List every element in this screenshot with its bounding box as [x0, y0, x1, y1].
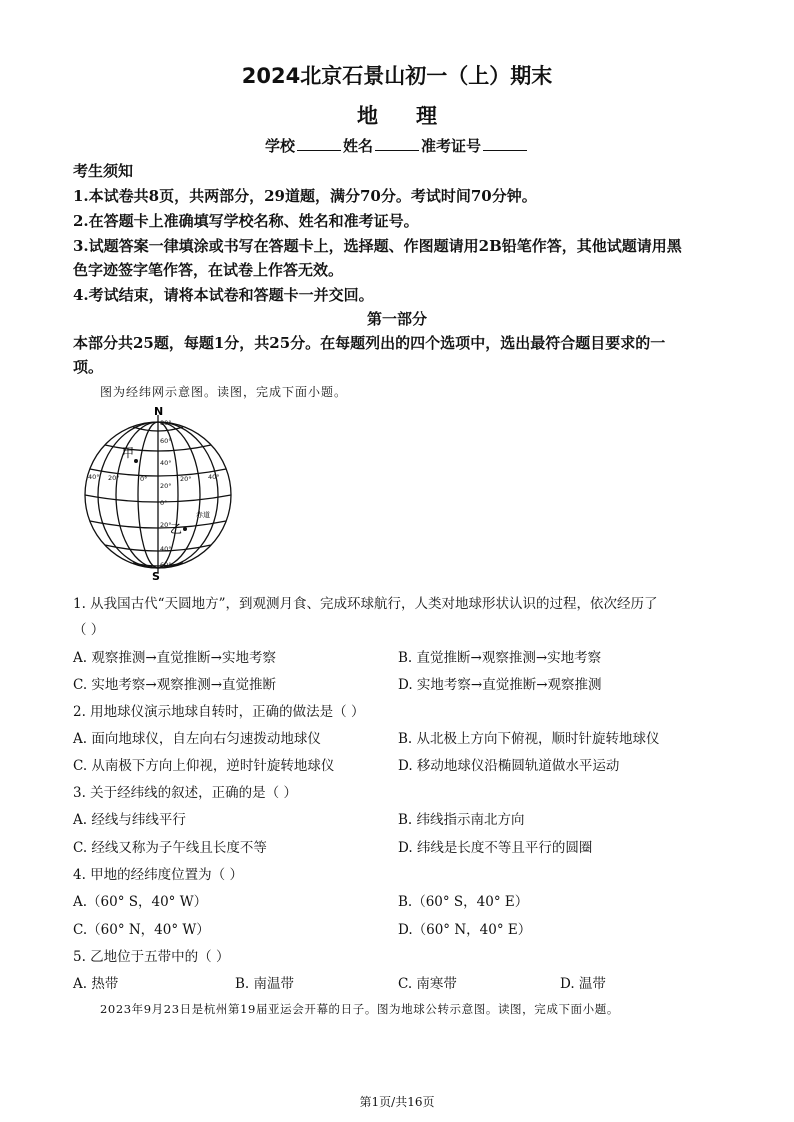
q1-option-c[interactable]: C. 实地考察→观察推测→直觉推断 [73, 677, 277, 693]
name-label: 姓名 [342, 137, 373, 155]
q3-option-a[interactable]: A. 经线与纬线平行 [73, 812, 186, 828]
q3-option-d[interactable]: D. 纬线是长度不等且平行的圆圈 [398, 840, 593, 856]
lon-label: 20° [180, 475, 192, 483]
lon-label: 0° [140, 475, 148, 483]
q2-option-c[interactable]: C. 从南极下方向上仰视，逆时针旋转地球仪 [73, 758, 335, 774]
notice-item: 2.在答题卡上准确填写学校名称、姓名和准考证号。 [73, 212, 419, 230]
lat-label: 60° [160, 437, 172, 445]
question-1-stem: 1. 从我国古代“天圆地方”，到观测月食、完成环球航行，人类对地球形状认识的过程，依次经历了 [73, 596, 658, 612]
lat-label: 40° [160, 545, 172, 553]
q1-option-d[interactable]: D. 实地考察→直觉推断→观察推测 [398, 677, 602, 693]
notice-item: 4.考试结束，请将本试卷和答题卡一并交回。 [73, 286, 374, 304]
q1-option-b[interactable]: B. 直觉推断→观察推测→实地考察 [398, 650, 602, 666]
part1-title: 第一部分 [366, 310, 427, 328]
q5-option-c[interactable]: C. 南寒带 [398, 976, 457, 992]
question-1-stem-cont: （ ） [73, 622, 105, 638]
part1-intro: 本部分共25题，每题1分，共25分。在每题列出的四个选项中，选出最符合题目要求的一 [73, 334, 666, 352]
lat-label: 0° [160, 499, 168, 507]
student-info-fields [0, 135, 794, 156]
question-2-stem: 2. 用地球仪演示地球自转时，正确的做法是（ ） [73, 704, 365, 720]
exam-id-blank[interactable] [483, 136, 527, 151]
q1-option-a[interactable]: A. 观察推测→直觉推断→实地考察 [73, 650, 276, 666]
question-3-stem: 3. 关于经纬线的叙述，正确的是（ ） [73, 785, 297, 801]
q2-option-b[interactable]: B. 从北极上方向下俯视，顺时针旋转地球仪 [398, 731, 660, 747]
part1-intro-cont: 项。 [73, 358, 104, 376]
notice-item: 3.试题答案一律填涂或书写在答题卡上，选择题、作图题请用2B铅笔作答，其他试题请用黑 [73, 237, 682, 255]
page-number: 第1页/共16页 [359, 1095, 435, 1109]
notice-item: 1.本试卷共8页，共两部分，29道题，满分70分。考试时间70分钟。 [73, 187, 537, 205]
lat-label: 80° [160, 419, 172, 427]
lat-label: 20° [160, 482, 172, 490]
graticule-figure [78, 405, 238, 580]
lat-label: 60° [160, 561, 172, 569]
point-jia-label: 甲 [122, 446, 135, 460]
lat-label: 20° [160, 521, 172, 529]
q4-option-a[interactable]: A.（60° S，40° W） [73, 894, 208, 910]
south-label: S [152, 570, 160, 580]
north-label: N [154, 405, 164, 418]
figure-caption: 图为经纬网示意图。读图，完成下面小题。 [100, 385, 348, 399]
question-5-stem: 5. 乙地位于五带中的（ ） [73, 949, 230, 965]
exam-title: 2024北京石景山初一（上）期末 [241, 64, 553, 88]
question-4-stem: 4. 甲地的经纬度位置为（ ） [73, 867, 243, 883]
q4-option-d[interactable]: D.（60° N，40° E） [398, 922, 532, 938]
next-figure-caption: 2023年9月23日是杭州第19届亚运会开幕的日子。图为地球公转示意图。读图，完成下面小题。 [100, 1002, 619, 1016]
lon-label: 40° [208, 473, 220, 481]
lon-label: 40° [88, 473, 100, 481]
q4-option-c[interactable]: C.（60° N，40° W） [73, 922, 210, 938]
school-label: 学校 [264, 137, 295, 155]
q3-option-c[interactable]: C. 经线又称为子午线且长度不等 [73, 840, 267, 856]
subject-title: 地理 [357, 103, 475, 128]
point-yi-dot [183, 527, 187, 531]
q2-option-a[interactable]: A. 面向地球仪，自左向右匀速拨动地球仪 [73, 731, 321, 747]
equator-label: 赤道 [196, 511, 210, 519]
lon-label: 20° [108, 474, 120, 482]
exam-id-label: 准考证号 [421, 137, 482, 155]
q4-option-b[interactable]: B.（60° S，40° E） [398, 894, 529, 910]
notice-heading: 考生须知 [73, 162, 134, 180]
point-jia-dot [134, 459, 138, 463]
q5-option-b[interactable]: B. 南温带 [235, 976, 295, 992]
lat-label: 40° [160, 459, 172, 467]
q3-option-b[interactable]: B. 纬线指示南北方向 [398, 812, 525, 828]
point-yi-label: 乙 [170, 522, 183, 536]
notice-item: 色字迹签字笔作答，在试卷上作答无效。 [73, 261, 344, 279]
q5-option-d[interactable]: D. 温带 [560, 976, 606, 992]
q2-option-d[interactable]: D. 移动地球仪沿椭圆轨道做水平运动 [398, 758, 620, 774]
name-blank[interactable] [375, 136, 419, 151]
q5-option-a[interactable]: A. 热带 [73, 976, 119, 992]
school-blank[interactable] [297, 136, 341, 151]
